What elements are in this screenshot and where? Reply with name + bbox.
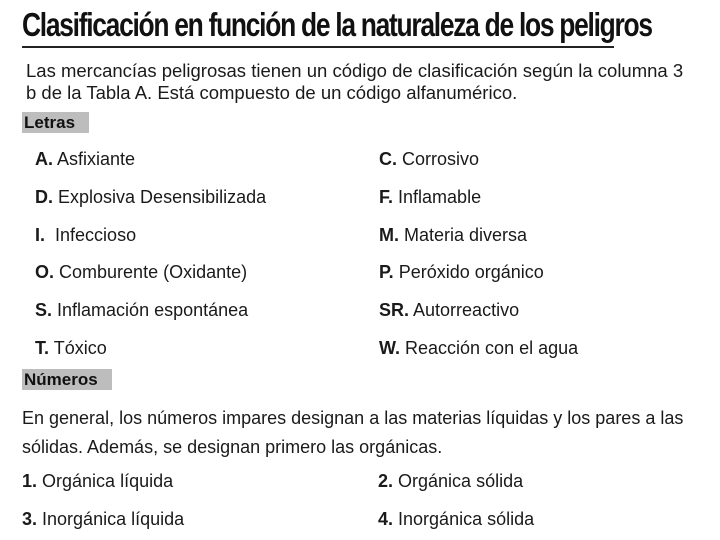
letter-text: Asfixiante bbox=[57, 149, 136, 169]
letter-text: Explosiva Desensibilizada bbox=[58, 187, 267, 207]
letter-code: M. bbox=[379, 225, 399, 245]
letter-text: Reacción con el agua bbox=[405, 338, 579, 358]
number-code: 2. bbox=[378, 471, 394, 491]
section-label-numbers: Números bbox=[22, 369, 112, 390]
letter-item bbox=[379, 338, 578, 359]
number-text: Inorgánica sólida bbox=[398, 509, 535, 529]
letter-item bbox=[379, 187, 481, 208]
letter-code: S. bbox=[35, 300, 53, 320]
letter-item bbox=[379, 225, 527, 246]
letter-item bbox=[35, 225, 136, 246]
number-code: 4. bbox=[378, 509, 394, 529]
number-item bbox=[378, 509, 534, 530]
letter-item bbox=[379, 262, 544, 283]
letter-text: Tóxico bbox=[53, 338, 107, 358]
number-item bbox=[22, 471, 173, 492]
number-code: 1. bbox=[22, 471, 38, 491]
letter-code: SR. bbox=[379, 300, 410, 320]
number-text: Orgánica sólida bbox=[398, 471, 524, 491]
number-item bbox=[22, 509, 184, 530]
letter-text: Materia diversa bbox=[404, 225, 528, 245]
letter-code: D. bbox=[35, 187, 53, 207]
letter-item bbox=[35, 187, 266, 208]
letter-text: Peróxido orgánico bbox=[398, 262, 544, 282]
intro-paragraph: Las mercancías peligrosas tienen un código de clasificación según la columna 3 b de la Tabla A. Está compuesto de un código alfanumérico. bbox=[26, 60, 684, 103]
letter-item bbox=[35, 262, 247, 283]
letter-text: Autorreactivo bbox=[413, 300, 520, 320]
title-underline bbox=[22, 46, 614, 48]
page-title: Clasificación en función de la naturaleza de los peligros bbox=[22, 6, 652, 43]
letter-text: Comburente (Oxidante) bbox=[59, 262, 248, 282]
number-code: 3. bbox=[22, 509, 38, 529]
letter-text: Corrosivo bbox=[402, 149, 480, 169]
letter-item bbox=[35, 149, 135, 170]
letter-item bbox=[379, 149, 479, 170]
numbers-paragraph: En general, los números impares designan a las materias líquidas y los pares a las sólidas. Además, se designan primero las orgánicas. bbox=[22, 408, 684, 457]
letter-text: Inflamación espontánea bbox=[57, 300, 249, 320]
letter-code: F. bbox=[379, 187, 394, 207]
letter-code: I. bbox=[35, 225, 46, 245]
letter-text: Infeccioso bbox=[55, 225, 137, 245]
letter-text: Inflamable bbox=[398, 187, 482, 207]
letter-code: T. bbox=[35, 338, 50, 358]
letter-code: O. bbox=[35, 262, 55, 282]
letter-code: C. bbox=[379, 149, 397, 169]
letter-code: W. bbox=[379, 338, 400, 358]
letter-code: P. bbox=[379, 262, 394, 282]
letter-code: A. bbox=[35, 149, 53, 169]
letter-item bbox=[35, 338, 107, 359]
number-text: Orgánica líquida bbox=[42, 471, 174, 491]
number-item bbox=[378, 471, 523, 492]
letter-item bbox=[379, 300, 519, 321]
number-text: Inorgánica líquida bbox=[42, 509, 185, 529]
letter-item bbox=[35, 300, 248, 321]
section-label-letters: Letras bbox=[22, 112, 89, 133]
